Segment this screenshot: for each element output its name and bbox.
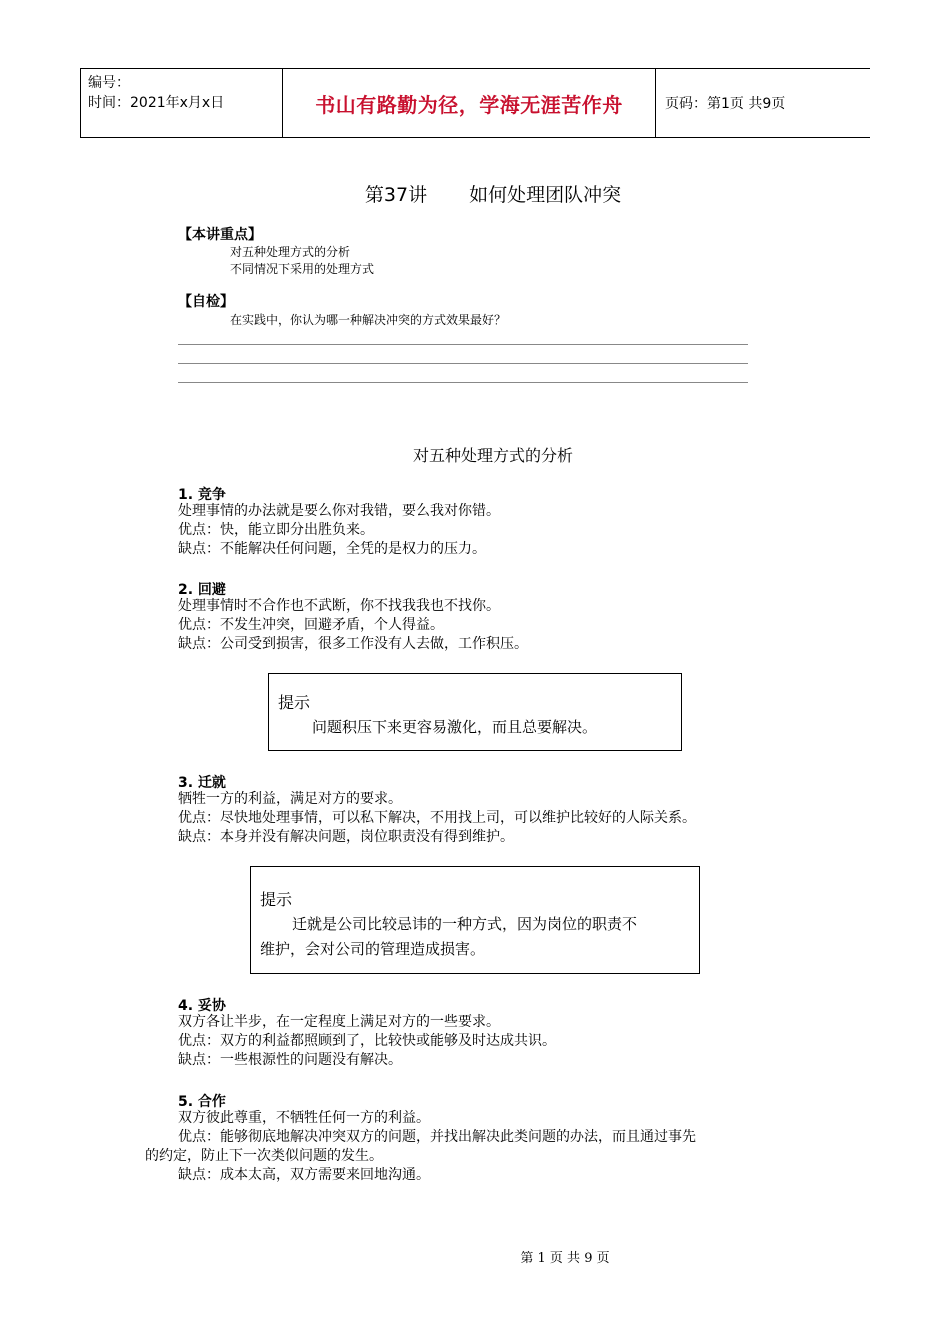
answer-line [178, 344, 748, 345]
tip-text: 迁就是公司比较忌讳的一种方式，因为岗位的职责不 [292, 915, 638, 933]
item-line: 优点：双方的利益都照顾到了，比较快或能够及时达成共识。 [178, 1033, 556, 1049]
tip-box [250, 866, 700, 974]
item-line: 缺点：不能解决任何问题，全凭的是权力的压力。 [178, 541, 486, 557]
item-line: 牺牲一方的利益，满足对方的要求。 [178, 791, 402, 807]
number-label: 编号： [88, 75, 130, 91]
key-points-heading: 【本讲重点】 [178, 227, 262, 243]
section-title: 对五种处理方式的分析 [412, 446, 573, 465]
item-line: 缺点：一些根源性的问题没有解决。 [178, 1052, 402, 1068]
item-line: 双方彼此尊重，不牺牲任何一方的利益。 [178, 1110, 430, 1126]
item-line: 优点：能够彻底地解决冲突双方的问题，并找出解决此类问题的办法，而且通过事先 [178, 1129, 696, 1145]
item-heading: 1. 竞争 [178, 487, 226, 503]
motto-text: 书山有路勤为径，学海无涯苦作舟 [315, 92, 623, 117]
header-motto [283, 69, 655, 137]
tip-text: 问题积压下来更容易激化，而且总要解决。 [312, 718, 598, 736]
lecture-title [0, 180, 950, 207]
item-line: 双方各让半步，在一定程度上满足对方的一些要求。 [178, 1014, 500, 1030]
answer-line [178, 382, 748, 383]
self-check-question: 在实践中，你认为哪一种解决冲突的方式效果最好？ [230, 313, 507, 327]
document-header [80, 68, 870, 138]
page-info: 页码：第1页 共9页 [665, 96, 786, 112]
item-line: 处理事情时不合作也不武断，你不找我我也不找你。 [178, 598, 500, 614]
header-left [88, 73, 224, 113]
tip-box [268, 673, 682, 751]
item-line: 缺点：成本太高，双方需要来回地沟通。 [178, 1167, 430, 1183]
lecture-number: 第37讲 [364, 184, 428, 206]
item-line: 处理事情的办法就是要么你对我错，要么我对你错。 [178, 503, 500, 519]
item-heading: 4. 妥协 [178, 998, 226, 1014]
tip-label: 提示 [278, 693, 311, 712]
tip-text: 维护，会对公司的管理造成损害。 [260, 940, 486, 958]
item-heading: 5. 合作 [178, 1094, 226, 1110]
item-line: 优点：尽快地处理事情，可以私下解决，不用找上司，可以维护比较好的人际关系。 [178, 810, 696, 826]
lecture-name: 如何处理团队冲突 [469, 184, 622, 206]
key-point-item: 不同情况下采用的处理方式 [230, 262, 375, 276]
answer-line [178, 363, 748, 364]
item-heading: 2. 回避 [178, 582, 226, 598]
item-line: 的约定，防止下一次类似问题的发生。 [145, 1148, 383, 1164]
key-point-item: 对五种处理方式的分析 [230, 245, 351, 259]
date-label: 时间：2021年x月x日 [88, 95, 225, 111]
item-line: 优点：快，能立即分出胜负来。 [178, 522, 374, 538]
tip-label: 提示 [260, 890, 293, 909]
item-line: 缺点：本身并没有解决问题，岗位职责没有得到维护。 [178, 829, 514, 845]
item-line: 缺点：公司受到损害，很多工作没有人去做，工作积压。 [178, 636, 528, 652]
item-line: 优点：不发生冲突，回避矛盾，个人得益。 [178, 617, 444, 633]
item-heading: 3. 迁就 [178, 775, 226, 791]
page-footer: 第 1 页 共 9 页 [520, 1251, 610, 1266]
self-check-heading: 【自检】 [178, 294, 234, 310]
